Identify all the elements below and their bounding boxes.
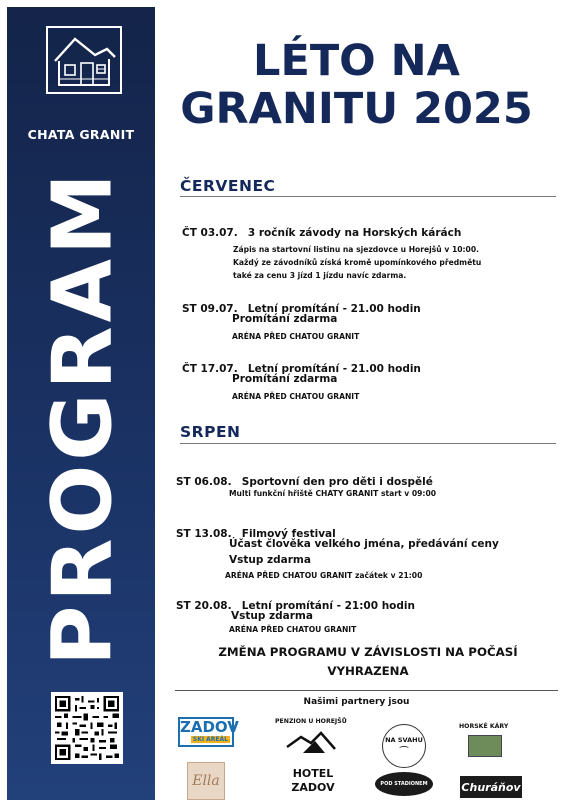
- title-line-2: GRANITU 2025: [180, 84, 533, 134]
- zadov-logo-sub: SKI AREÁL: [192, 736, 228, 743]
- event-title: Sportovní den pro děti i dospělé: [241, 476, 433, 488]
- event-title: Letní promítání - 21.00 hodin: [247, 363, 421, 375]
- sidebar: [7, 7, 155, 800]
- weather-notice: [180, 643, 556, 681]
- program-content: [155, 7, 558, 800]
- event-venue: ARÉNA PŘED CHATOU GRANIT: [229, 625, 357, 634]
- program-vertical-text: PROGRAM: [36, 168, 131, 666]
- hotel-zadov-logo: [278, 767, 348, 795]
- event-date: ST 13.08.: [176, 528, 232, 540]
- event-venue: ARÉNA PŘED CHATOU GRANIT začátek v 21:00: [225, 571, 423, 580]
- event-item: [182, 221, 461, 240]
- ella-logo-text: Ella: [192, 773, 220, 789]
- event-item: [176, 470, 433, 489]
- event-subtitle: Vstup zdarma: [229, 554, 311, 566]
- program-vertical-title: [11, 168, 156, 666]
- churanov-hotel-logo: [460, 776, 522, 798]
- event-title: Filmový festival: [241, 528, 336, 540]
- event-title: 3 ročník závody na Horských kárách: [247, 227, 462, 239]
- partners-title: Našimi partnery jsou: [303, 697, 410, 707]
- event-date: ST 09.07.: [182, 303, 238, 315]
- penzion-logo-icon: [285, 729, 337, 757]
- hotel-zadov-line-1: HOTEL: [292, 767, 334, 780]
- event-detail-line: také za cenu 3 jízd 1 jízdu navíc zdarma.: [233, 271, 407, 280]
- notice-line-2: VYHRAZENA: [327, 664, 409, 678]
- zadov-ski-areal-logo: [178, 717, 239, 747]
- title-line-1: LÉTO NA: [253, 36, 460, 86]
- kart-photo: [468, 735, 502, 757]
- event-date: ST 20.08.: [176, 600, 232, 612]
- event-venue: Multi funkční hřiště CHATY GRANIT start v 09:00: [229, 489, 437, 498]
- event-title: Letní promítání - 21.00 hodin: [247, 303, 421, 315]
- chalet-logo-icon: [45, 25, 123, 95]
- pod-stadionem-text: POD STADIONEM: [380, 781, 428, 787]
- na-svahu-text: NA SVAHU: [385, 735, 423, 744]
- month-heading-july: ČERVENEC: [180, 177, 276, 195]
- event-date: ST 06.08.: [176, 476, 232, 488]
- penzion-u-horejsu-label: PENZION U HOREJŠŮ: [275, 718, 347, 725]
- ella-logo: [187, 762, 225, 800]
- event-detail-line: Zápis na startovní listinu na sjezdovce u Horejšů v 10:00.: [233, 245, 479, 254]
- mountain-icon: ⌒: [399, 746, 409, 757]
- na-svahu-logo: [382, 724, 426, 768]
- event-venue: ARÉNA PŘED CHATOU GRANIT: [232, 392, 360, 401]
- churanov-text: Churáňov: [461, 780, 521, 794]
- brand-name: CHATA GRANIT: [27, 127, 135, 142]
- month-heading-august: SRPEN: [180, 423, 241, 441]
- event-title: Letní promítání - 21:00 hodin: [241, 600, 415, 612]
- notice-line-1: ZMĚNA PROGRAMU V ZÁVISLOSTI NA POČASÍ: [218, 645, 518, 659]
- zadov-logo-text: ZADOV: [180, 718, 239, 736]
- event-detail-line: Každý ze závodníků získá kromě upomínkového předmětu: [233, 258, 482, 267]
- month-divider: [180, 443, 556, 444]
- event-subtitle: Promítání zdarma: [232, 373, 338, 385]
- event-subtitle: Vstup zdarma: [231, 610, 313, 622]
- horske-kary-label: HORSKÉ KÁRY: [459, 723, 509, 730]
- event-date: ČT 03.07.: [182, 227, 238, 239]
- hotel-zadov-line-2: ZADOV: [291, 781, 335, 794]
- month-divider: [180, 196, 556, 197]
- page-title: [155, 37, 558, 133]
- event-date: ČT 17.07.: [182, 363, 238, 375]
- qr-code-icon: [51, 692, 123, 764]
- partners-divider: [175, 690, 558, 691]
- event-venue: ARÉNA PŘED CHATOU GRANIT: [232, 332, 360, 341]
- event-subtitle: Promítání zdarma: [232, 313, 338, 325]
- event-subtitle: Účast člověka velkého jména, předávání ceny: [229, 538, 499, 550]
- pod-stadionem-logo: [375, 772, 433, 796]
